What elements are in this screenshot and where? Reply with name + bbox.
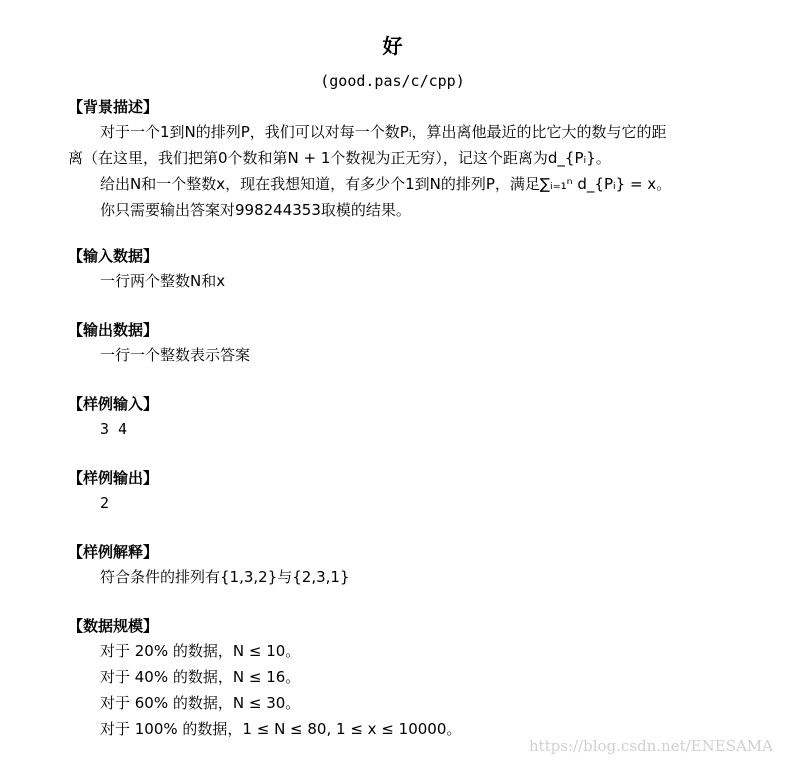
- sample-explanation-section: [68, 540, 765, 590]
- background-line-4: 你只需要输出答案对998244353取模的结果。: [100, 201, 411, 219]
- constraint-line-4: 对于 100% 的数据，1 ≤ N ≤ 80, 1 ≤ x ≤ 10000。: [100, 720, 462, 738]
- constraint-line-2: 对于 40% 的数据，N ≤ 16。: [100, 668, 301, 686]
- problem-title: 好: [382, 34, 403, 58]
- output-section: [68, 318, 765, 368]
- background-heading: 【背景描述】: [68, 98, 159, 116]
- background-line-1: 对于一个1到N的排列P，我们可以对每一个数Pᵢ，算出离他最近的比它大的数与它的距: [100, 123, 667, 141]
- constraint-line-1: 对于 20% 的数据，N ≤ 10。: [100, 642, 301, 660]
- sample-input-heading: 【样例输入】: [68, 395, 159, 413]
- constraint-line-3: 对于 60% 的数据，N ≤ 30。: [100, 694, 301, 712]
- sample-input-value: 3 4: [100, 420, 128, 438]
- output-line: 一行一个整数表示答案: [100, 346, 251, 364]
- sample-output-value: 2: [100, 494, 110, 512]
- sample-output-section: [68, 466, 765, 516]
- input-section: [68, 244, 765, 294]
- background-line-2: 离（在这里，我们把第0个数和第N + 1个数视为正无穷），记这个距离为d_{Pᵢ}。: [68, 149, 611, 167]
- problem-filename: (good.pas/c/cpp): [320, 72, 465, 90]
- watermark: https://blog.csdn.net/ENESAMA: [528, 737, 773, 755]
- input-line: 一行两个整数N和x: [100, 272, 226, 290]
- sample-output-heading: 【样例输出】: [68, 469, 159, 487]
- constraints-heading: 【数据规模】: [68, 617, 159, 635]
- input-heading: 【输入数据】: [68, 247, 159, 265]
- background-line-3: 给出N和一个整数x，现在我想知道，有多少个1到N的排列P，满足∑ᵢ₌₁ⁿ d_{Pᵢ} = x。: [100, 175, 672, 193]
- background-section: [68, 95, 765, 223]
- sample-explanation-heading: 【样例解释】: [68, 543, 159, 561]
- sample-explanation-line: 符合条件的排列有{1,3,2}与{2,3,1}: [100, 568, 350, 586]
- output-heading: 【输出数据】: [68, 321, 159, 339]
- sample-input-section: [68, 392, 765, 442]
- constraints-section: [68, 614, 765, 742]
